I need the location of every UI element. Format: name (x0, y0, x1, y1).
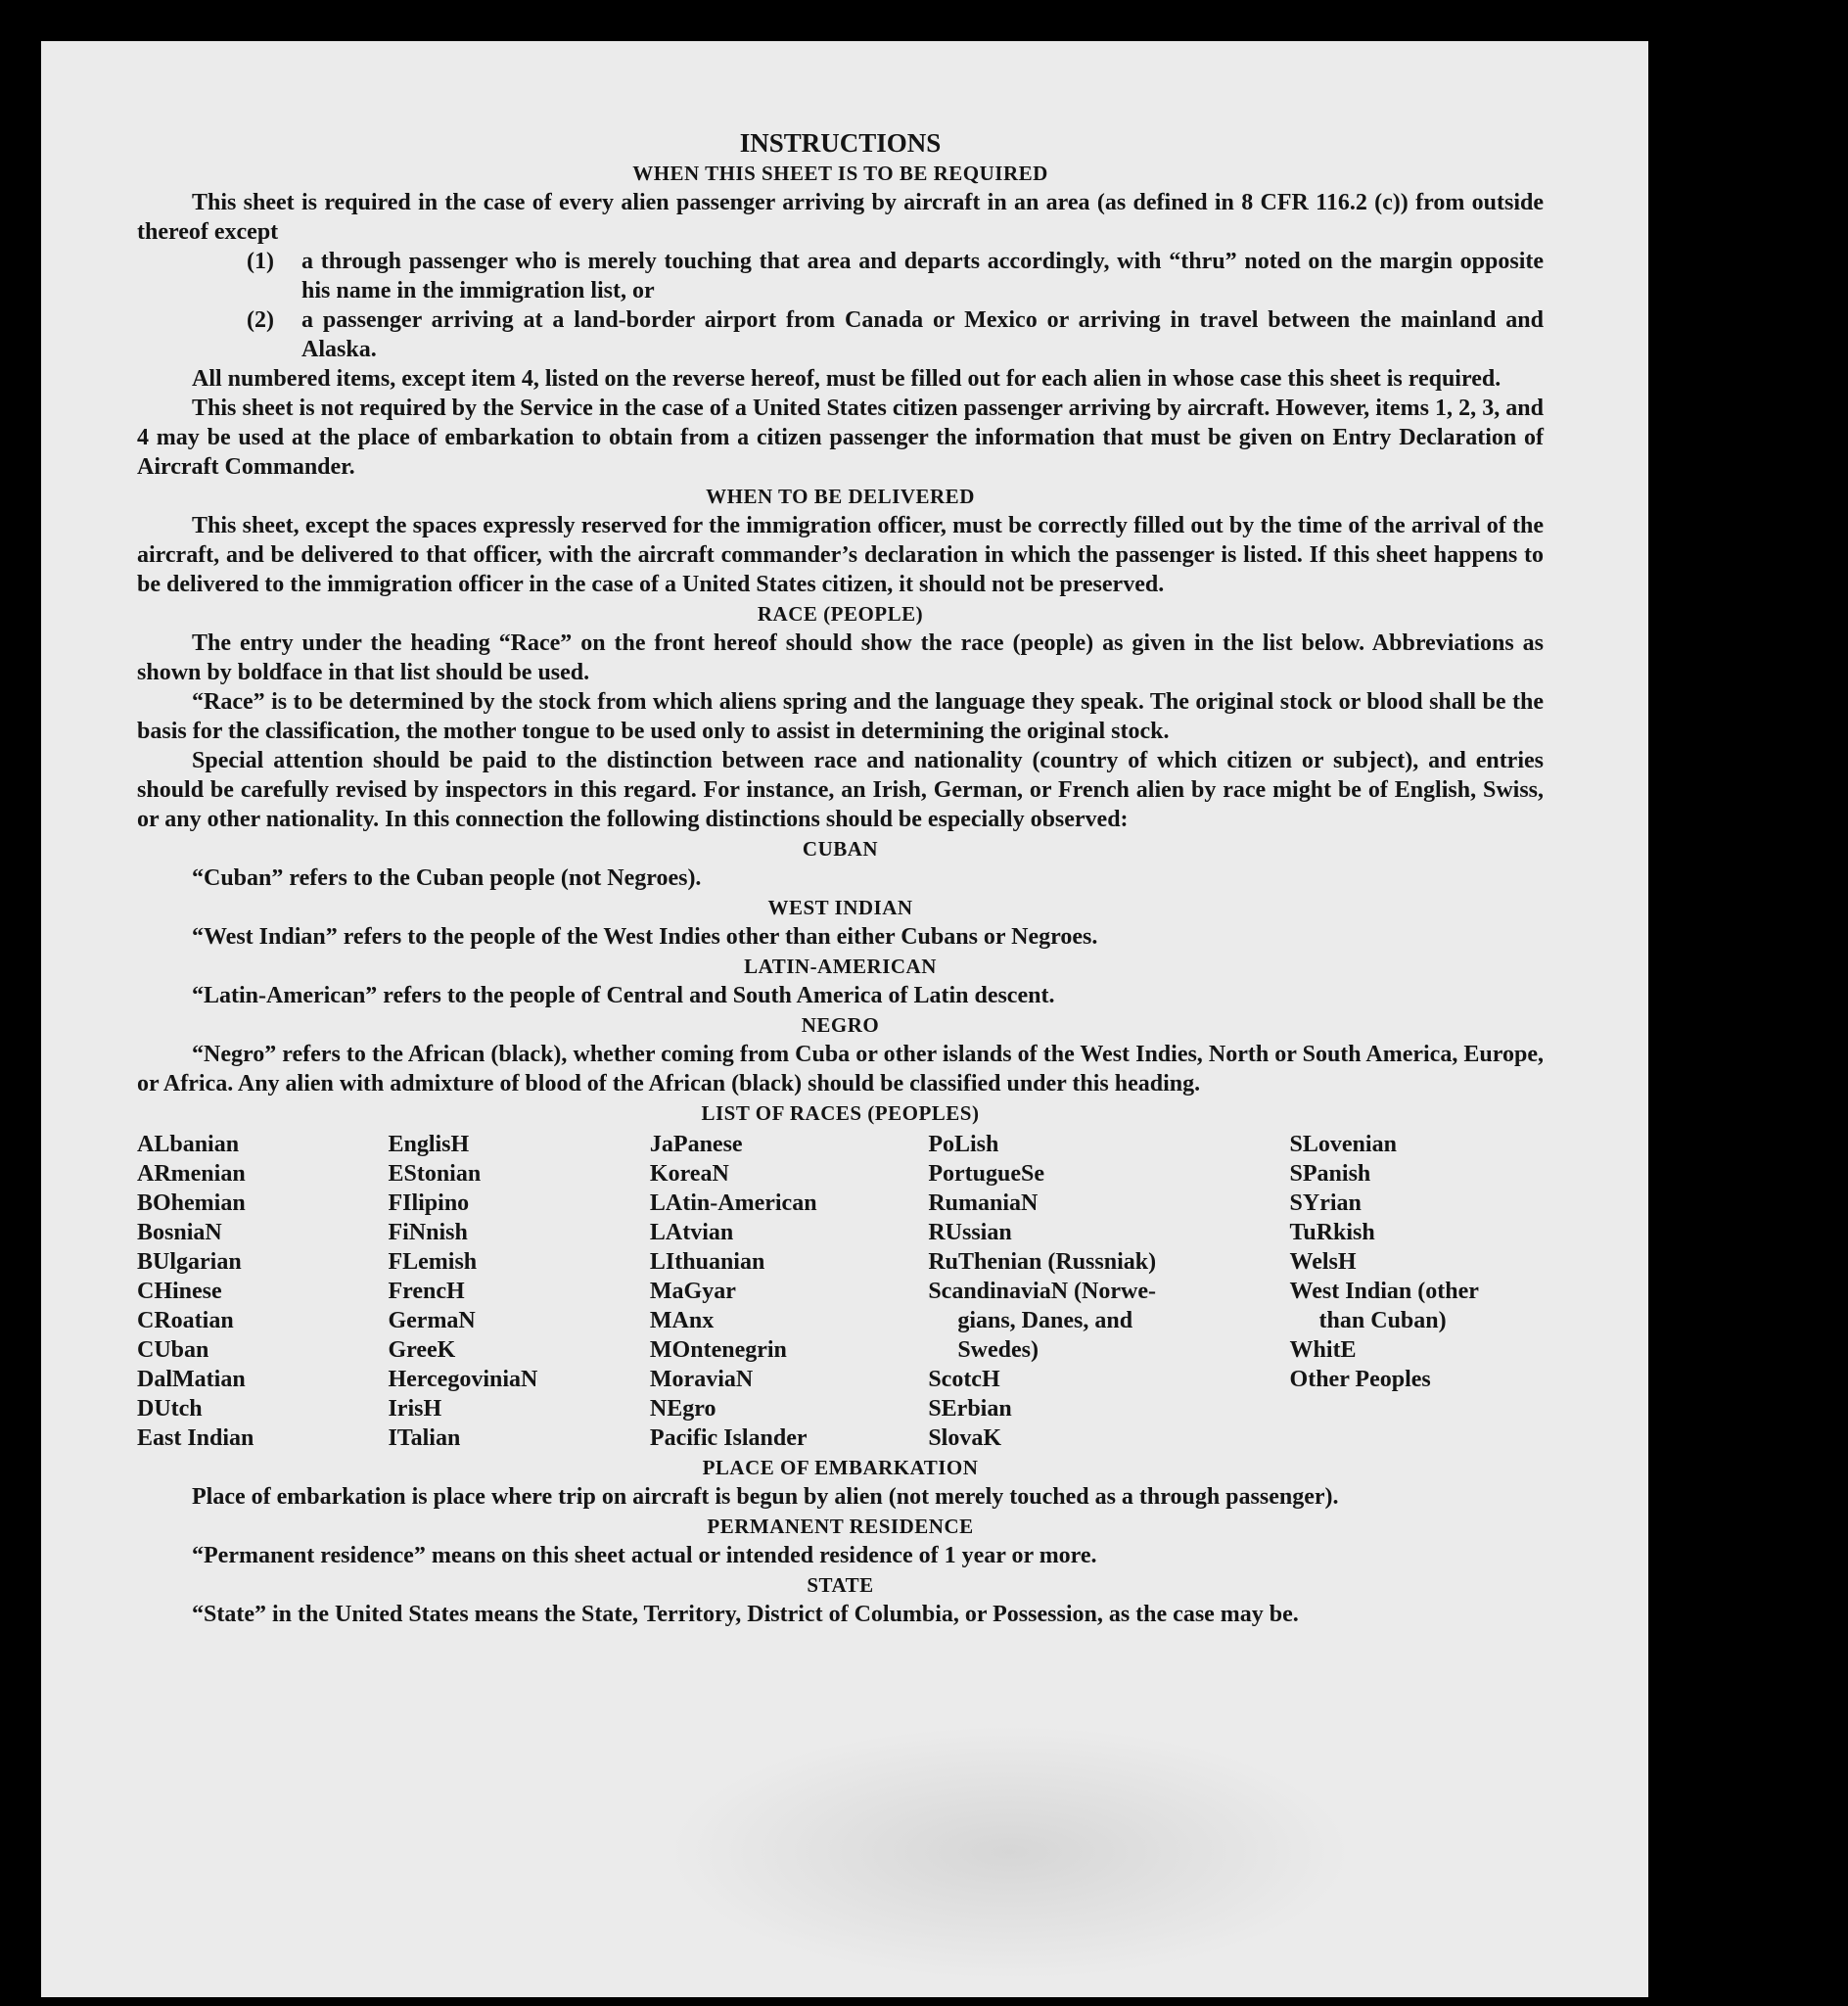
race-entry: RuThenian (Russniak) (928, 1249, 1157, 1275)
race-entry: SlovaK (928, 1425, 1001, 1451)
cuban-text: “Cuban” refers to the Cuban people (not Negroes). (192, 865, 702, 891)
race-entry: LIthuanian (649, 1249, 765, 1275)
when-delivered-text: This sheet, except the spaces expressly reserved for the immigration officer, must be correctly filled out by the time of the arrival of the aircraft, and be delivered to that officer, with the aircraft commander’s declaration in which the passenger is listed. If this sheet happens to be delivered to the immigration officer in the case of a United States citizen, it should not be preserved. (137, 513, 1544, 597)
race-column-4 (928, 1130, 1289, 1453)
race-entry: EnglisH (388, 1132, 470, 1157)
race-entry: RUssian (928, 1220, 1012, 1245)
heading-when-delivered: WHEN TO BE DELIVERED (706, 485, 975, 508)
heading-negro: NEGRO (801, 1013, 880, 1037)
instruction-sheet (41, 41, 1648, 1997)
race-column-5 (1290, 1130, 1544, 1453)
citizen-paragraph: This sheet is not required by the Service in the case of a United States citizen passenger arriving by aircraft. However, items 1, 2, 3, and 4 may be used at the place of embarkation to obtain from a citizen passenger the information that must be given on Entry Declaration of Aircraft Commander. (137, 396, 1544, 480)
race-entry: SPanish (1289, 1161, 1371, 1187)
heading-cuban: CUBAN (802, 837, 879, 861)
race-entry: ARmenian (137, 1161, 246, 1187)
when-required-intro: This sheet is required in the case of every alien passenger arriving by aircraft in an area (as defined in 8 CFR 116.2 (c)) from outside thereof except (137, 190, 1544, 245)
race-entry: Pacific Islander (649, 1425, 808, 1451)
heading-state: STATE (807, 1573, 874, 1597)
race-entry: HercegoviniaN (388, 1367, 538, 1392)
west-indian-text: “West Indian” refers to the people of the West Indies other than either Cubans or Negroes. (192, 924, 1098, 950)
state-text: “State” in the United States means the State, Territory, District of Columbia, or Possession, as the case may be. (192, 1602, 1299, 1627)
race-entry: CHinese (137, 1279, 222, 1304)
exception-item-1 (137, 247, 1544, 305)
exception-text: a passenger arriving at a land-border airport from Canada or Mexico or arriving in travel between the mainland and Alaska. (301, 307, 1544, 362)
race-column-3 (650, 1130, 928, 1453)
race-entry: MOntenegrin (649, 1337, 787, 1363)
race-entry: GermaN (388, 1308, 476, 1333)
heading-list-of-races: LIST OF RACES (PEOPLES) (701, 1101, 980, 1125)
race-column-1 (137, 1130, 388, 1453)
heading-residence: PERMANENT RESIDENCE (707, 1515, 974, 1538)
race-entry: PoLish (928, 1132, 999, 1157)
race-entry: FLemish (388, 1249, 478, 1275)
race-entry: ITalian (388, 1425, 461, 1451)
race-entry: MaGyar (649, 1279, 736, 1304)
race-entry: PortugueSe (928, 1161, 1044, 1187)
race-entry: SYrian (1289, 1190, 1362, 1216)
heading-race: RACE (PEOPLE) (757, 602, 924, 626)
race-entry: Swedes) (957, 1337, 1039, 1363)
race-entry: gians, Danes, and (957, 1308, 1133, 1333)
heading-embarkation: PLACE OF EMBARKATION (702, 1456, 979, 1479)
race-paragraph-1: The entry under the heading “Race” on the front hereof should show the race (people) as given in the list below. Abbreviations as shown by boldface in that list should be used. (137, 630, 1544, 685)
race-entry: LAtin-American (649, 1190, 817, 1216)
race-entry: ALbanian (137, 1132, 240, 1157)
race-entry: TuRkish (1289, 1220, 1375, 1245)
race-entry: GreeK (388, 1337, 456, 1363)
race-entry: FrencH (388, 1279, 465, 1304)
race-entry: West Indian (other (1289, 1279, 1479, 1304)
exception-number: (1) (247, 249, 274, 274)
race-entry: CUban (137, 1337, 209, 1363)
race-entry: FiNnish (388, 1220, 468, 1245)
negro-text: “Negro” refers to the African (black), whether coming from Cuba or other islands of the West Indies, North or South America, Europe, or Africa. Any alien with admixture of blood of the African (black) should be classified under this heading. (137, 1042, 1544, 1096)
race-entry: ScandinaviaN (Norwe- (928, 1279, 1156, 1304)
race-entry: FIlipino (388, 1190, 470, 1216)
race-entry: JaPanese (649, 1132, 743, 1157)
exception-number: (2) (247, 307, 274, 333)
race-column-2 (388, 1130, 649, 1453)
exception-item-2 (137, 305, 1544, 364)
race-entry: SLovenian (1289, 1132, 1397, 1157)
race-entry: KoreaN (649, 1161, 729, 1187)
race-entry: RumaniaN (928, 1190, 1039, 1216)
race-list (137, 1130, 1544, 1453)
race-entry: DUtch (137, 1396, 203, 1422)
page-title: INSTRUCTIONS (739, 128, 942, 158)
race-entry: EStonian (388, 1161, 482, 1187)
race-entry: IrisH (388, 1396, 442, 1422)
heading-latin-american: LATIN-AMERICAN (744, 955, 937, 978)
race-entry: MAnx (649, 1308, 715, 1333)
race-entry: than Cuban) (1318, 1308, 1447, 1333)
race-entry: BUlgarian (137, 1249, 242, 1275)
latin-american-text: “Latin-American” refers to the people of Central and South America of Latin descent. (192, 983, 1055, 1008)
race-entry: East Indian (137, 1425, 254, 1451)
race-entry: LAtvian (649, 1220, 734, 1245)
residence-text: “Permanent residence” means on this sheet actual or intended residence of 1 year or more. (192, 1543, 1097, 1568)
race-entry: ScotcH (928, 1367, 1000, 1392)
race-entry: WhitE (1289, 1337, 1357, 1363)
heading-when-required: WHEN THIS SHEET IS TO BE REQUIRED (632, 162, 1048, 185)
tape-smudge (668, 1725, 1353, 1980)
race-entry: DalMatian (137, 1367, 246, 1392)
race-entry: BosniaN (137, 1220, 222, 1245)
heading-west-indian: WEST INDIAN (767, 896, 913, 919)
race-entry: BOhemian (137, 1190, 246, 1216)
exception-text: a through passenger who is merely touching that area and departs accordingly, with “thru” noted on the margin opposite his name in the immigration list, or (301, 249, 1544, 303)
race-entry: SErbian (928, 1396, 1012, 1422)
race-paragraph-2: “Race” is to be determined by the stock from which aliens spring and the language they speak. The original stock or blood shall be the basis for the classification, the mother tongue to be used only to assist in determining the original stock. (137, 689, 1544, 744)
race-entry: CRoatian (137, 1308, 234, 1333)
race-entry: MoraviaN (649, 1367, 754, 1392)
race-paragraph-3: Special attention should be paid to the distinction between race and nationality (country of which citizen or subject), and entries should be carefully revised by inspectors in this regard. For instance, an Irish, German, or French alien by race might be of English, Swiss, or any other nationality. In this connection the following distinctions should be especially observed: (137, 748, 1544, 832)
race-entry: NEgro (649, 1396, 716, 1422)
numbered-items-paragraph: All numbered items, except item 4, listed on the reverse hereof, must be filled out for each alien in whose case this sheet is required. (192, 366, 1502, 392)
race-entry: WelsH (1289, 1249, 1357, 1275)
embarkation-text: Place of embarkation is place where trip on aircraft is begun by alien (not merely touched as a through passenger). (192, 1484, 1339, 1510)
race-entry: Other Peoples (1289, 1367, 1431, 1392)
